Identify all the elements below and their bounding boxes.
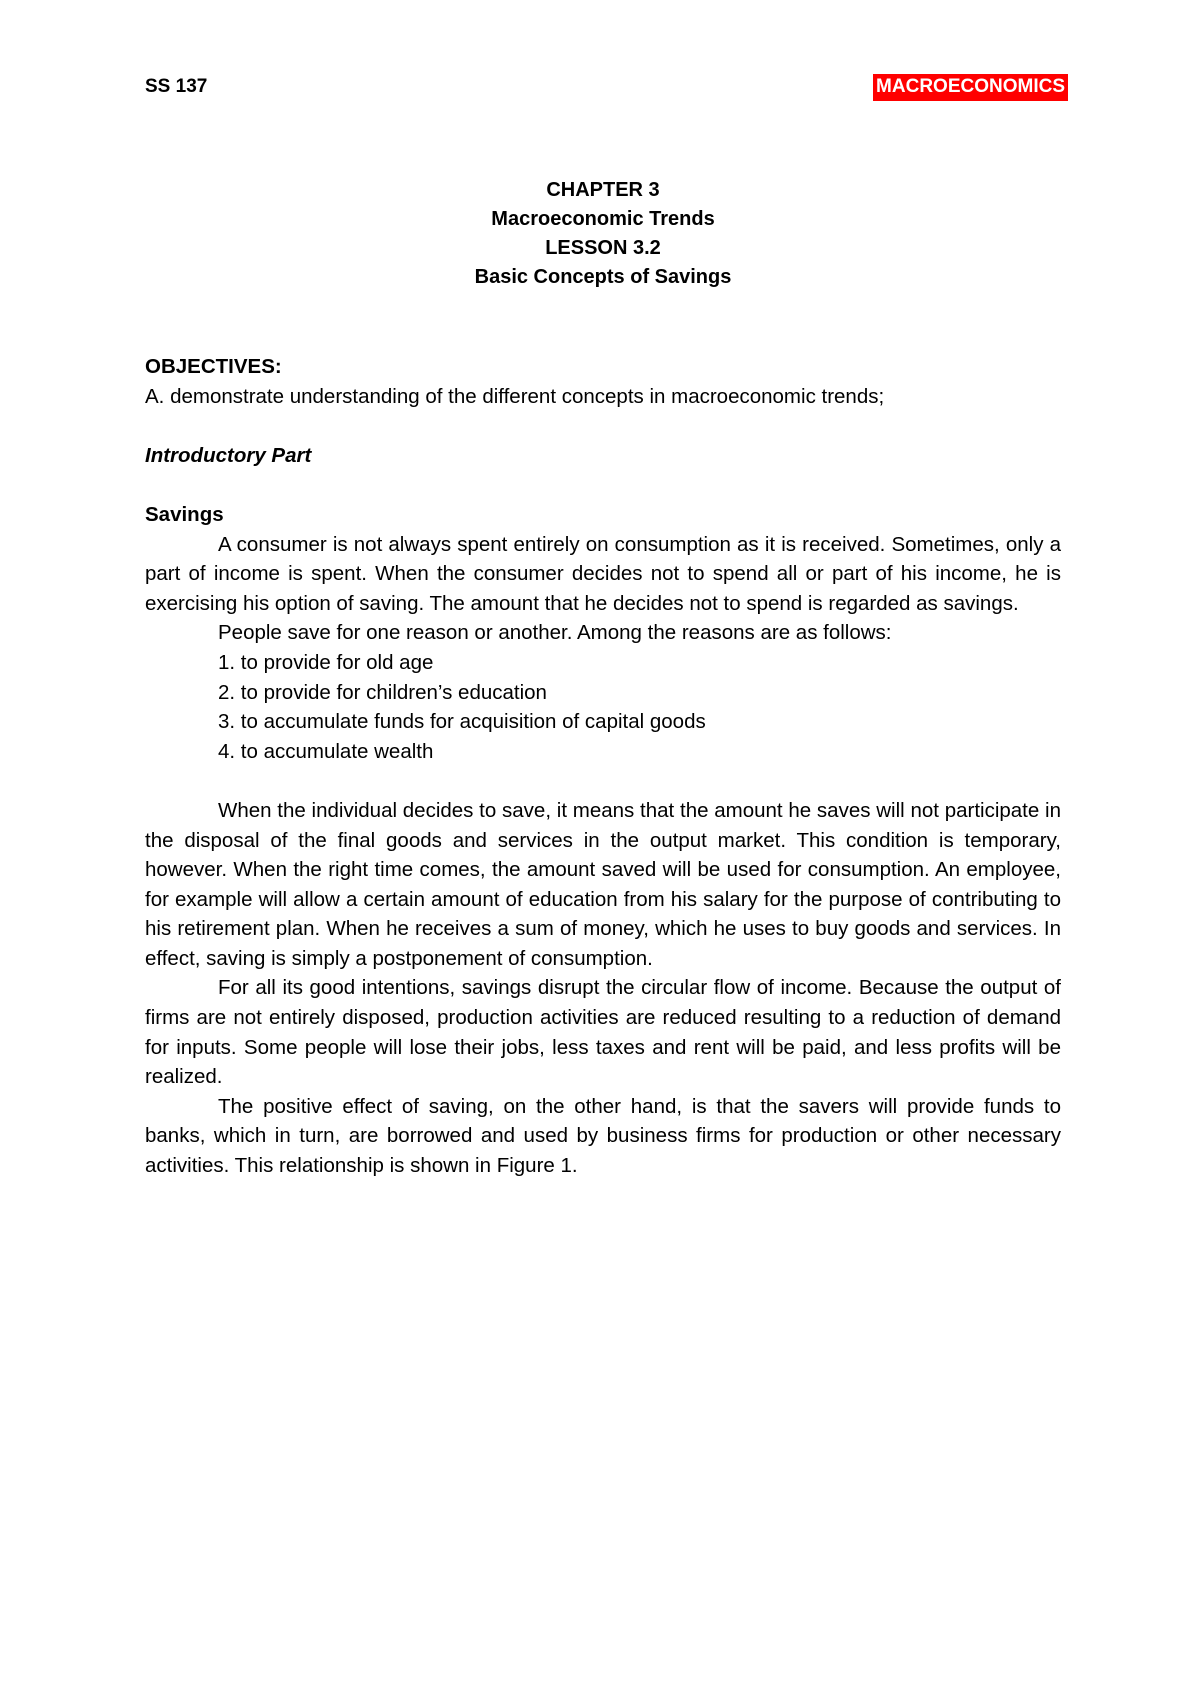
intro-heading: Introductory Part [145, 443, 312, 467]
chapter-label: CHAPTER 3 [546, 179, 660, 201]
reason-item-1: 1. to provide for old age [218, 650, 434, 674]
lesson-title: Basic Concepts of Savings [474, 266, 732, 288]
objectives-heading: OBJECTIVES: [145, 355, 282, 378]
savings-paragraph-4: The positive effect of saving, on the other hand, is that the savers will provide funds to banks, which in turn, are borrowed and used by business firms for production or other necessary activities. This relationship is shown in Figure 1. [145, 1094, 1061, 1178]
title-block [145, 176, 1061, 292]
chapter-title: Macroeconomic Trends [491, 208, 715, 230]
document-body [145, 352, 1061, 1181]
subject-tag: MACROECONOMICS [873, 74, 1068, 101]
lesson-label: LESSON 3.2 [545, 237, 661, 259]
course-code: SS 137 [145, 76, 208, 97]
savings-paragraph-1: A consumer is not always spent entirely on consumption as it is received. Sometimes, only a part of income is spent. When the consumer decides not to spend all or part of his income, he is exercising his option of saving. The amount that he decides not to spend is regarded as savings. [145, 532, 1061, 615]
reason-item-3: 3. to accumulate funds for acquisition of capital goods [218, 710, 706, 734]
savings-heading: Savings [145, 502, 224, 526]
savings-paragraph-3: For all its good intentions, savings disrupt the circular flow of income. Because the output of firms are not entirely disposed, production activities are reduced resulting to a reduction of demand for inputs. Some people will lose their jobs, less taxes and rent will be paid, and less profits will be realized. [145, 976, 1061, 1089]
reason-item-2: 2. to provide for children’s education [218, 680, 547, 704]
reasons-intro: People save for one reason or another. Among the reasons are as follows: [218, 621, 892, 645]
savings-paragraph-2: When the individual decides to save, it means that the amount he saves will not participate in the disposal of the final goods and services in the output market. This condition is temporary, however. When the right time comes, the amount saved will be used for consumption. An employee, for example will allow a certain amount of education from his salary for the purpose of contributing to his retirement plan. When he receives a sum of money, which he uses to buy goods and services. In effect, saving is simply a postponement of consumption. [145, 798, 1061, 970]
objective-item: A. demonstrate understanding of the different concepts in macroeconomic trends; [145, 384, 885, 408]
reason-item-4: 4. to accumulate wealth [218, 739, 434, 763]
